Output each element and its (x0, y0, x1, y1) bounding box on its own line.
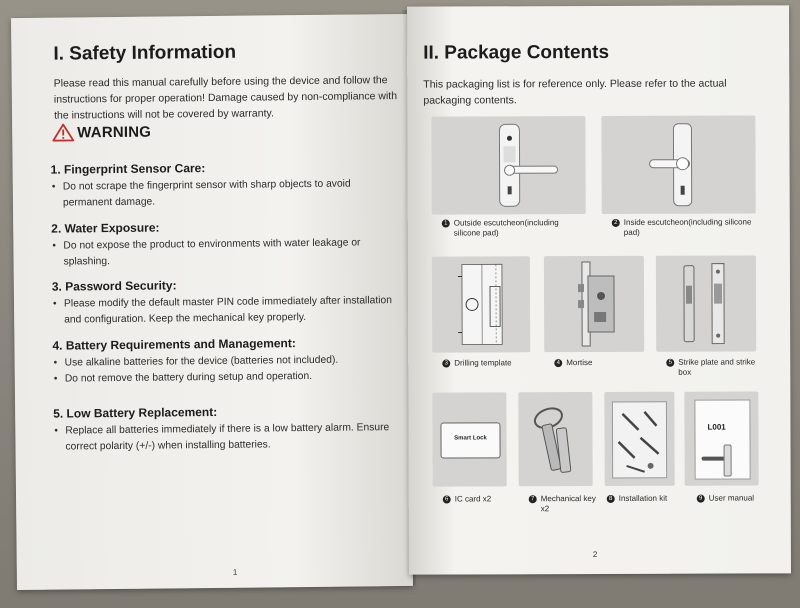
section-heading: 2. Water Exposure: (51, 220, 160, 236)
warning-header (52, 123, 151, 142)
inside-escutcheon-image (601, 115, 755, 214)
section-fingerprint (51, 159, 401, 211)
item-caption-8: 8 Installation kit (607, 494, 687, 504)
page-number: 2 (592, 550, 598, 560)
section-heading: 4. Battery Requirements and Management: (52, 336, 296, 353)
page-title: I. Safety Information (53, 41, 237, 65)
bullet-item: • Replace all batteries immediately if there is a low battery alarm. Ensure correct polarity (+/-) when installing batteries. (65, 420, 403, 455)
outside-escutcheon-image (431, 116, 585, 215)
section-password (52, 276, 402, 328)
item-caption-5: 5 Strike plate and strike box (666, 357, 766, 377)
bullet-item: • Please modify the default master PIN code immediately after installation and configuration. Keep the mechanical key properly. (64, 293, 402, 328)
ic-card-image (432, 392, 506, 486)
item-caption-1: 1 Outside escutcheon(including silicone pad) (442, 218, 582, 238)
section-heading: 5. Low Battery Replacement: (53, 404, 218, 421)
item-caption-9: 9 User manual (697, 493, 777, 503)
section-battery (52, 335, 402, 387)
ic-card-text: Smart Lock (454, 435, 487, 442)
left-page (11, 14, 413, 590)
user-manual-image (684, 391, 758, 485)
intro-text: This packaging list is for reference only. Please refer to the actual packaging contents. (423, 77, 727, 107)
item-caption-2: 2 Inside escutcheon(including silicone pad) (612, 217, 752, 237)
item-caption-3: 3 Drilling template (442, 358, 552, 368)
item-caption-4: 4 Mortise (554, 358, 654, 368)
section-low-battery (53, 403, 403, 455)
page-number: 1 (232, 567, 238, 577)
mechanical-key-image (518, 392, 592, 486)
bullet-item: • Do not scrape the fingerprint sensor with sharp objects to avoid permanent damage. (63, 176, 401, 211)
ic-card (440, 422, 500, 458)
item-caption-7: 7 Mechanical key x2 (529, 494, 599, 514)
item-caption-6: 6 IC card x2 (443, 494, 523, 504)
right-page (407, 5, 791, 574)
bullet-item: • Use alkaline batteries for the device (batteries not included). (65, 352, 403, 371)
page-title: II. Package Contents (423, 41, 610, 64)
manual-model: L001 (707, 422, 726, 432)
manual-cover (694, 399, 750, 479)
section-heading: 3. Password Security: (51, 278, 177, 294)
bullet-item: • Do not remove the battery during setup and operation. (65, 368, 403, 387)
mortise-image (544, 256, 644, 352)
bullet-item: • Do not expose the product to environments with water leakage or splashing. (63, 235, 401, 270)
warning-triangle-icon (52, 123, 74, 141)
section-heading: 1. Fingerprint Sensor Care: (50, 161, 206, 177)
drilling-template-image (432, 256, 530, 352)
section-water (51, 218, 401, 270)
installation-kit-image (604, 392, 674, 486)
strike-plate-image (656, 255, 756, 351)
intro-text: Please read this manual carefully before using the device and follow the instructions for proper operation! Damage caused by non-compliance with the instructions will not be covered by warranty. (53, 74, 398, 122)
warning-label: WARNING (77, 123, 152, 141)
